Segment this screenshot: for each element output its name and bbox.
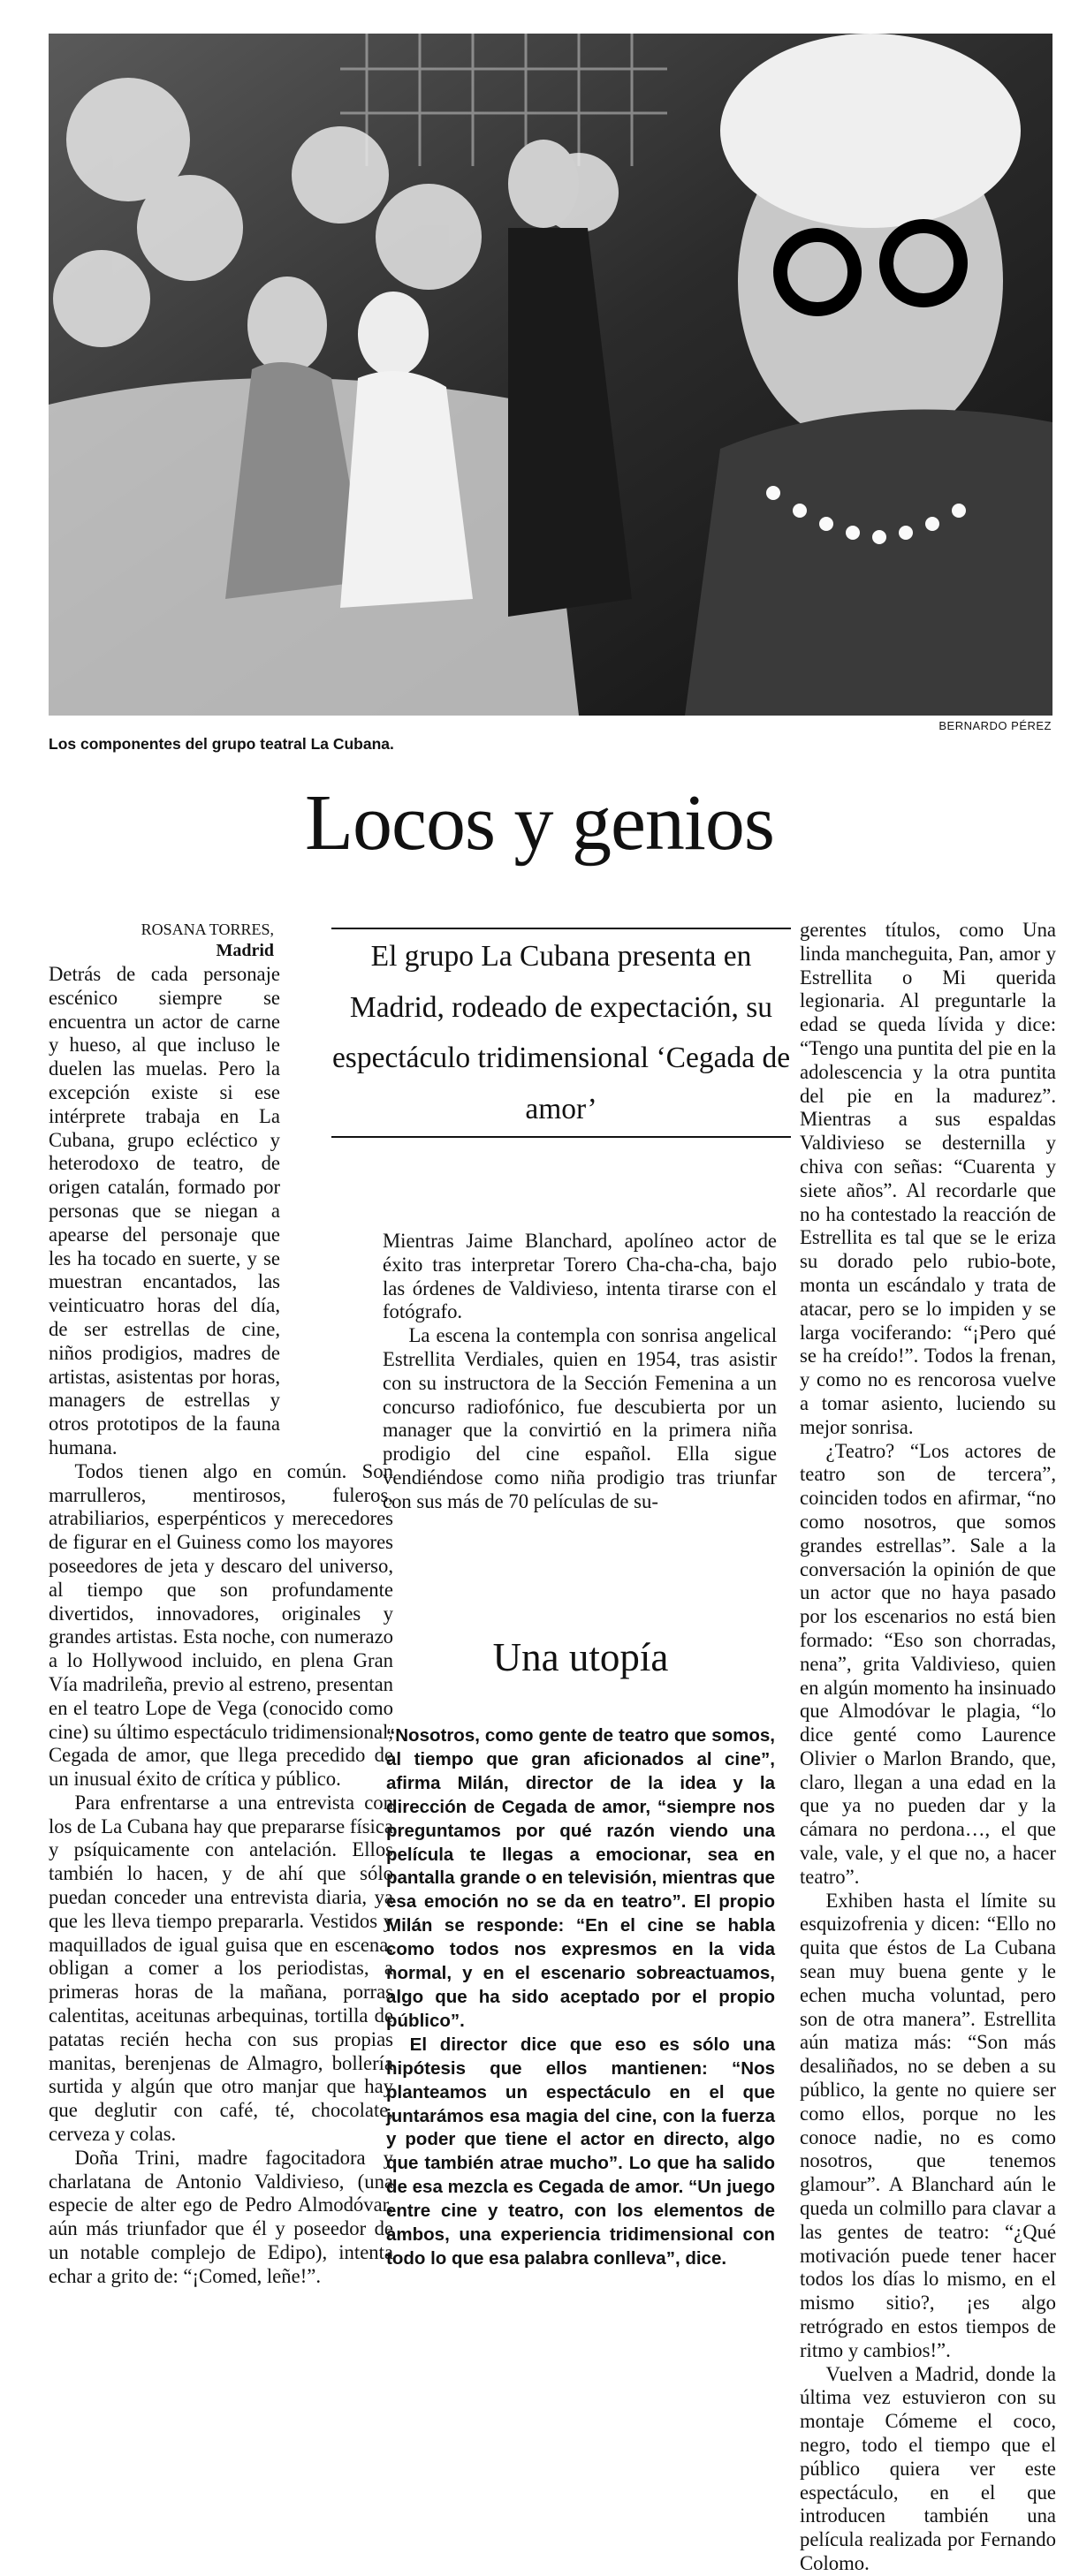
paragraph: Todos tienen algo en común. Son marrulleros, mentirosos, fuleros, atrabiliarios, esperpénticos y merecedores de figurar en el Guiness como los mayores poseedores de jeta y descaro del universo, al tiempo que son profundamente divertidos, innovadores, originales y grandes artistas. Esta noche, con numerazo a lo Hollywood incluido, en plena Gran Vía madrileña, previo al estreno, presentan en el teatro Lope de Vega (conocido como cine) su último espectáculo tridimensional, Cegada de amor, que llega precedido de un inusual éxito de crítica y público. [49,1459,393,1791]
headline: Locos y genios [305,779,774,867]
byline-city: Madrid [216,941,274,960]
photo-credit: BERNARDO PÉREZ [938,719,1052,732]
group-photo-image [49,34,1052,716]
paragraph: Exhiben hasta el límite su esquizofrenia y dicen: “Ello no quita que éstos de La Cubana sean muy buena gente y le echen mucha voluntad, pero son de otra manera”. Estrellita aún matiza más: “Son más desaliñados, no se deben a su público, la gente no quiere ser como ellos, porque no les conoce nadie, no es como nosotros, que tenemos glamour”. A Blanchard aún le queda un colmillo para clavar a las gentes de teatro: “¿Qué motivación puede tener hacer todos los días lo mismo, en el mismo sitio?, ¡es algo retrógrado en estos tiempos de ritmo y cambios!”. [800,1889,1056,2361]
paragraph: ¿Teatro? “Los actores de teatro son de tercera”, coinciden todos en afirmar, “no como nosotros, que somos grandes estrellas”. Sale a la conversación la opinión de que un actor que no haya pasado por los escenarios no está bien formado: “Eso son chorradas, nena”, grita Valdivieso, quien en algún momento ha insinuado que Almodóvar le plagia, “lo dice genté como Laurence Olivier o Marlon Brando, que, claro, llegan a una edad en la que ya no pueden dar y la cámara no perdona…, el que vale, vale, y el que no, a hacer teatro”. [800,1439,1056,1888]
byline-author: ROSANA TORRES, [141,921,274,938]
column-2 [383,1230,777,1514]
paragraph: “Nosotros, como gente de teatro que somos, al tiempo que gran aficionados al cine”, afirma Milán, director de la idea y la dirección de Cegada de amor, “siempre nos preguntamos por qué razón viendo una película te llegas a emocionar, sea en pantalla grande o en televisión, mientras que esa emoción no se da en teatro”. El propio Milán se responde: “En el cine se habla como todos nos expresmos en la vida normal, y en el escenario sobreactuamos, algo que ha sido aceptado por el propio público”. [386,1725,775,2031]
subheading: Una utopía [492,1635,669,1679]
paragraph: Para enfrentarse a una entrevista con los de La Cubana hay que prepararse física y psíquicamente con antelación. Ellos también lo hacen, y de ahí que sólo puedan conceder una entrevista diaria, ya que les lleva tiempo prepararla. Vestidos y maquillados de igual guisa que en escena, obligan a comer a los periodistas, a primeras horas de la mañana, porras calentitas, aceitunas arbequinas, tortilla de patatas recién hecha con sus propias manitas, berenjenas de Almagro, bollería surtida y algún que otro manjar que hay que deglutir con café, té, chocolate, cerveza y colas. [49,1791,393,2146]
column-1 [49,963,433,2289]
photo [49,34,1052,716]
paragraph: Doña Trini, madre fagocitadora y charlatana de Antonio Valdivieso, (una especie de alter ego de Pedro Almodóvar, aún más triunfador que él y poseedor de un notable complejo de Edipo), intenta echar a grito de: “¡Comed, leñe!”. [49,2146,393,2287]
paragraph: Detrás de cada personaje escénico siempre se encuentra un actor de carne y hueso, al que incluso le duelen las muelas. Pero la excepción existe si ese intérprete trabaja en La Cubana, grupo ecléctico y heterodoxo de teatro, de origen catalán, formado por personas que se niegan a apearse del personaje que les ha tocado en suerte, y se muestran encantados, las veinticuatro horas del día, de ser estrellas de cine, niños prodigios, madres de artistas, asistentas por horas, managers de estrellas y otros prototipos de la fauna humana. [49,963,280,1458]
column-2-bold [386,1724,775,2271]
column-3 [800,919,1056,2576]
paragraph: gerentes títulos, como Una linda mancheguita, Pan, amor y Estrellita o Mi querida legionaria. Al preguntarle la edad se queda lívida y dice: “Tengo una puntita del pie en la adolescencia y la otra puntita del pie en la madurez”. Mientras a sus espaldas Valdivieso se desternilla y chiva con señas: “Cuarenta y siete años”. Al recordarle que no ha contestado la reacción de Estrellita es tal que se le eriza su dorado pelo rubio-bote, monta un escándalo y trata de atacar, pero se lo impiden y se larga vociferando: “¡Pero qué se ha creído!”. Todos la frenan, y como no es rencorosa vuelve a tomar asiento, luciendo su mejor sonrisa. [800,919,1056,1438]
paragraph: Mientras Jaime Blanchard, apolíneo actor de éxito tras interpretar Torero Cha-cha-cha, bajo las órdenes de Valdivieso, intenta tirarse con el fotógrafo. [383,1230,777,1323]
byline [49,919,274,961]
photo-caption: Los componentes del grupo teatral La Cubana. [49,735,394,753]
paragraph: El director dice que eso es sólo una hipótesis que ellos mantienen: “Nos planteamos un espectáculo en el que juntarámos esa magia del cine, con la fuerza y poder que tiene el actor en directo, algo que también atrae mucho”. Lo que ha salido de esa mezcla es Cegada de amor. “Un juego entre cine y teatro, con los elementos de ambos, una experiencia tridimensional con todo lo que esa palabra conlleva”, dice. [386,2034,775,2269]
paragraph: Vuelven a Madrid, donde la última vez estuvieron con su montaje Cómeme el coco, negro, todo el tiempo que el público quiera ver este espectáculo, en el que introducen también una película realizada por Fernando Colomo. [800,2362,1056,2574]
pull-quote: El grupo La Cubana presenta en Madrid, rodeado de expectación, su espectáculo tridimensional ‘Cegada de amor’ [331,928,791,1138]
paragraph: La escena la contempla con sonrisa angelical Estrellita Verdiales, quien en 1954, tras asistir con su instructora de la Sección Femenina a un concurso radiofónico, fue descubierta por un manager que la convirtió en la primera niña prodigio del cine español. Ella sigue vendiéndose como niña prodigio tras triunfar con sus más de 70 películas de su- [383,1324,777,1512]
